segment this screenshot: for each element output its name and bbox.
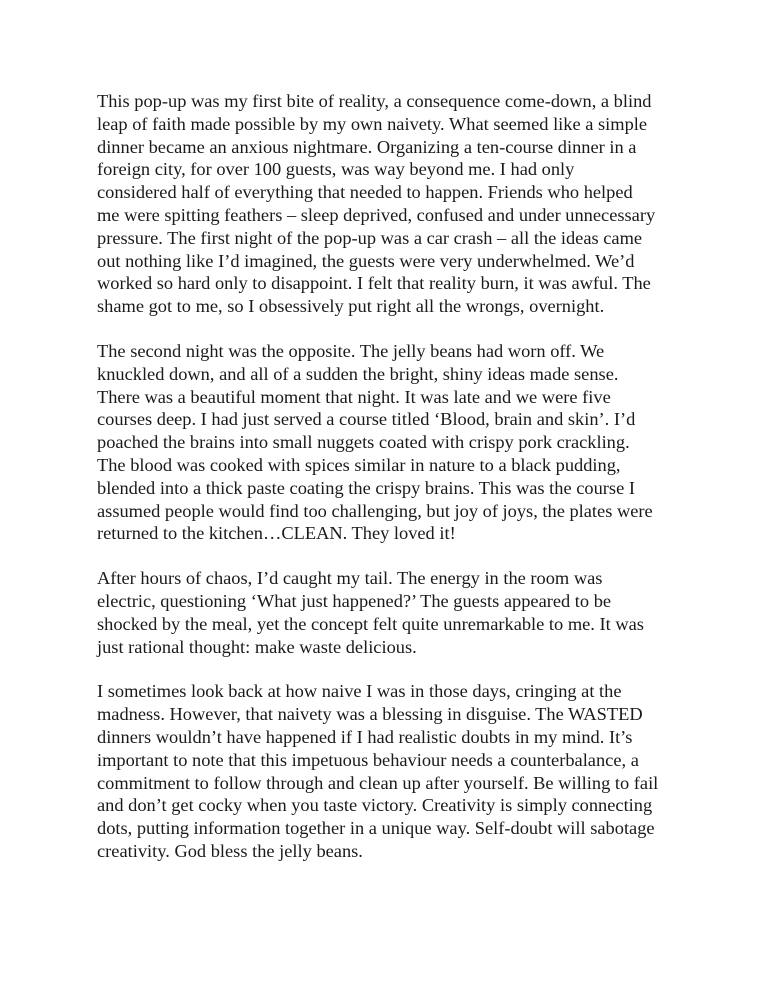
paragraph-3: After hours of chaos, I’d caught my tail. The energy in the room was electric, questioning ‘What just happened?’ The guests appeared to be shocked by the meal, yet the concept felt quite unremarkable to me. It was just rational thought: make waste delicious. — [97, 568, 644, 657]
paragraph-1: This pop-up was my first bite of reality, a consequence come-down, a blind leap of faith made possible by my own naivety. What seemed like a simple dinner became an anxious nightmare. Organizing a ten-course dinner in a foreign city, for over 100 guests, was way beyond me. I had only considered half of everything that needed to happen. Friends who helped me were spitting feathers – sleep deprived, confused and under unnecessary pressure. The first night of the pop-up was a car crash – all the ideas came out nothing like I’d imagined, the guests were very underwhelmed. We’d worked so hard only to disappoint. I felt that reality burn, it was awful. The shame got to me, so I obsessively put right all the wrongs, overnight. — [97, 91, 656, 317]
paragraph-2: The second night was the opposite. The jelly beans had worn off. We knuckled down, and all of a sudden the bright, shiny ideas made sense. There was a beautiful moment that night. It was late and we were five courses deep. I had just served a course titled ‘Blood, brain and skin’. I’d poached the brains into small nuggets coated with crispy pork crackling. The blood was cooked with spices similar in nature to a black pudding, blended into a thick paste coating the crispy brains. This was the course I assumed people would find too challenging, but joy of joys, the plates were returned to the kitchen…CLEAN. They loved it! — [97, 340, 653, 544]
paragraph-4: I sometimes look back at how naive I was in those days, cringing at the madness. However, that naivety was a blessing in disguise. The WASTED dinners wouldn’t have happened if I had realistic doubts in my mind. It’s important to note that this impetuous behaviour needs a counterbalance, a commitment to follow through and clean up after yourself. Be willing to fail and don’t get cocky when you taste victory. Creativity is simply connecting dots, putting information together in a unique way. Self-doubt will sabotage creativity. God bless the jelly beans. — [97, 681, 659, 861]
document-page — [97, 90, 687, 885]
